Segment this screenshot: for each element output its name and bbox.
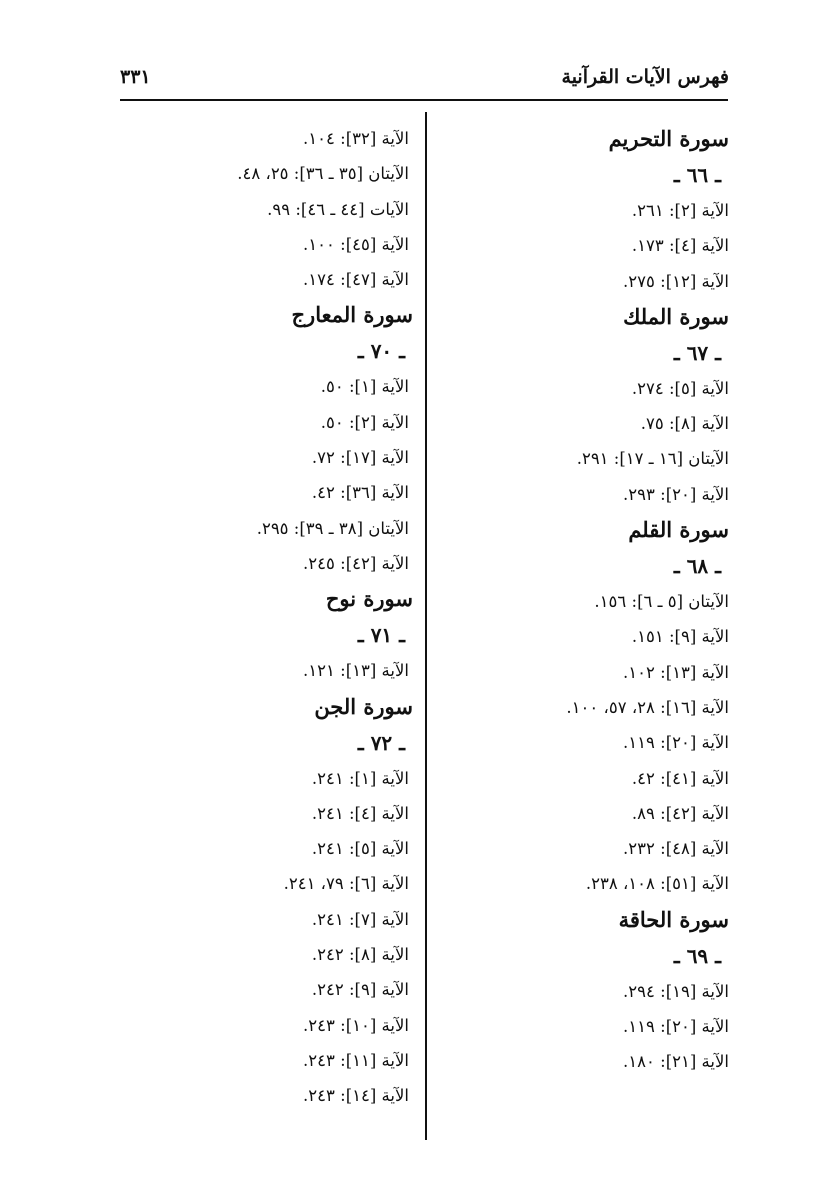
- verse-entry: الآية [٧]: ٢٤١.: [311, 909, 409, 929]
- surah-heading: سورة الملك: [623, 303, 729, 329]
- page-number: ٣٣١: [120, 66, 151, 88]
- verse-entry: الآيتان [١٦ ـ ١٧]: ٢٩١.: [576, 449, 729, 469]
- verse-entry: الآية [١٣]: ١٢١.: [303, 661, 409, 681]
- surah-number: ـ ٧٢ ـ: [357, 730, 405, 755]
- verse-entry: الآية [١٢]: ٢٧٥.: [623, 271, 729, 291]
- surah-number: ـ ٦٦ ـ: [673, 163, 721, 187]
- verse-entry: الآية [٤]: ٢٤١.: [311, 803, 409, 823]
- verse-entry: الآيتان [٥ ـ ٦]: ١٥٦.: [594, 592, 729, 612]
- verse-entry: الآية [٤١]: ٤٢.: [631, 768, 729, 788]
- verse-entry: الآية [١]: ٥٠.: [320, 377, 409, 397]
- surah-heading: سورة الحاقة: [618, 906, 729, 932]
- verse-entry: الآية [٤]: ١٧٣.: [631, 236, 729, 256]
- verse-entry: الآية [٢]: ٥٠.: [320, 412, 409, 432]
- verse-entry: الآية [٤٨]: ٢٣٢.: [623, 839, 729, 859]
- verse-entry: الآية [٥١]: ١٠٨، ٢٣٨.: [585, 874, 729, 894]
- verse-entry: الآية [٥]: ٢٧٤.: [631, 378, 729, 398]
- verse-entry: الآيات [٤٤ ـ ٤٦]: ٩٩.: [267, 199, 409, 219]
- verse-entry: الآية [١١]: ٢٤٣.: [303, 1050, 409, 1070]
- column-divider: [425, 112, 427, 1140]
- header-divider: [120, 99, 728, 101]
- verse-entry: الآية [٢٠]: ١١٩.: [623, 733, 729, 753]
- verse-entry: الآية [٤٧]: ١٧٤.: [303, 270, 409, 290]
- verse-entry: الآية [٩]: ٢٤٢.: [311, 980, 409, 1000]
- verse-entry: الآية [٢٠]: ١١٩.: [623, 1017, 729, 1037]
- surah-heading: سورة القلم: [628, 517, 729, 543]
- verse-entry: الآية [١٦]: ٢٨، ٥٧، ١٠٠.: [566, 697, 729, 717]
- verse-entry: الآية [٢١]: ١٨٠.: [623, 1052, 729, 1072]
- verse-entry: الآيتان [٣٥ ـ ٣٦]: ٢٥، ٤٨.: [237, 164, 409, 184]
- right-column: [469, 121, 729, 1080]
- surah-number: ـ ٧٠ ـ: [357, 339, 405, 364]
- surah-number: ـ ٦٩ ـ: [673, 943, 721, 968]
- verse-entry: الآية [٣٦]: ٤٢.: [311, 483, 409, 503]
- surah-heading: سورة التحريم: [608, 126, 729, 151]
- verse-entry: الآية [١]: ٢٤١.: [311, 768, 409, 788]
- surah-number: ـ ٧١ ـ: [357, 623, 405, 648]
- verse-entry: الآية [٢٠]: ٢٩٣.: [623, 484, 729, 504]
- verse-entry: الآية [٨]: ٢٤٢.: [311, 945, 409, 965]
- surah-number: ـ ٦٨ ـ: [673, 554, 721, 579]
- surah-heading: سورة الجن: [314, 693, 413, 719]
- verse-entry: الآية [٣٢]: ١٠٤.: [303, 129, 409, 148]
- verse-entry: الآية [٤٢]: ٨٩.: [631, 803, 729, 823]
- verse-entry: الآية [١٩]: ٢٩٤.: [623, 981, 729, 1001]
- verse-entry: الآية [١٣]: ١٠٢.: [623, 662, 729, 682]
- verse-entry: الآية [٤٢]: ٢٤٥.: [303, 553, 409, 573]
- verse-entry: الآية [٩]: ١٥١.: [631, 627, 729, 647]
- verse-entry: الآية [٦]: ٧٩، ٢٤١.: [283, 874, 409, 894]
- surah-heading: سورة المعارج: [291, 302, 413, 328]
- verse-entry: الآية [١٤]: ٢٤٣.: [303, 1086, 409, 1106]
- surah-heading: سورة نوح: [325, 586, 413, 612]
- running-header-title: فهرس الآيات القرآنية: [561, 66, 729, 88]
- verse-entry: الآية [٢]: ٢٦١.: [631, 201, 729, 220]
- verse-entry: الآية [١٧]: ٧٢.: [311, 448, 409, 468]
- left-column: [113, 121, 413, 1114]
- verse-entry: الآية [١٠]: ٢٤٣.: [303, 1015, 409, 1035]
- verse-entry: الآية [٥]: ٢٤١.: [311, 839, 409, 859]
- verse-entry: الآية [٤٥]: ١٠٠.: [303, 234, 409, 254]
- surah-number: ـ ٦٧ ـ: [673, 340, 721, 365]
- verse-entry: الآيتان [٣٨ ـ ٣٩]: ٢٩٥.: [256, 518, 409, 538]
- verse-entry: الآية [٨]: ٧٥.: [640, 414, 729, 434]
